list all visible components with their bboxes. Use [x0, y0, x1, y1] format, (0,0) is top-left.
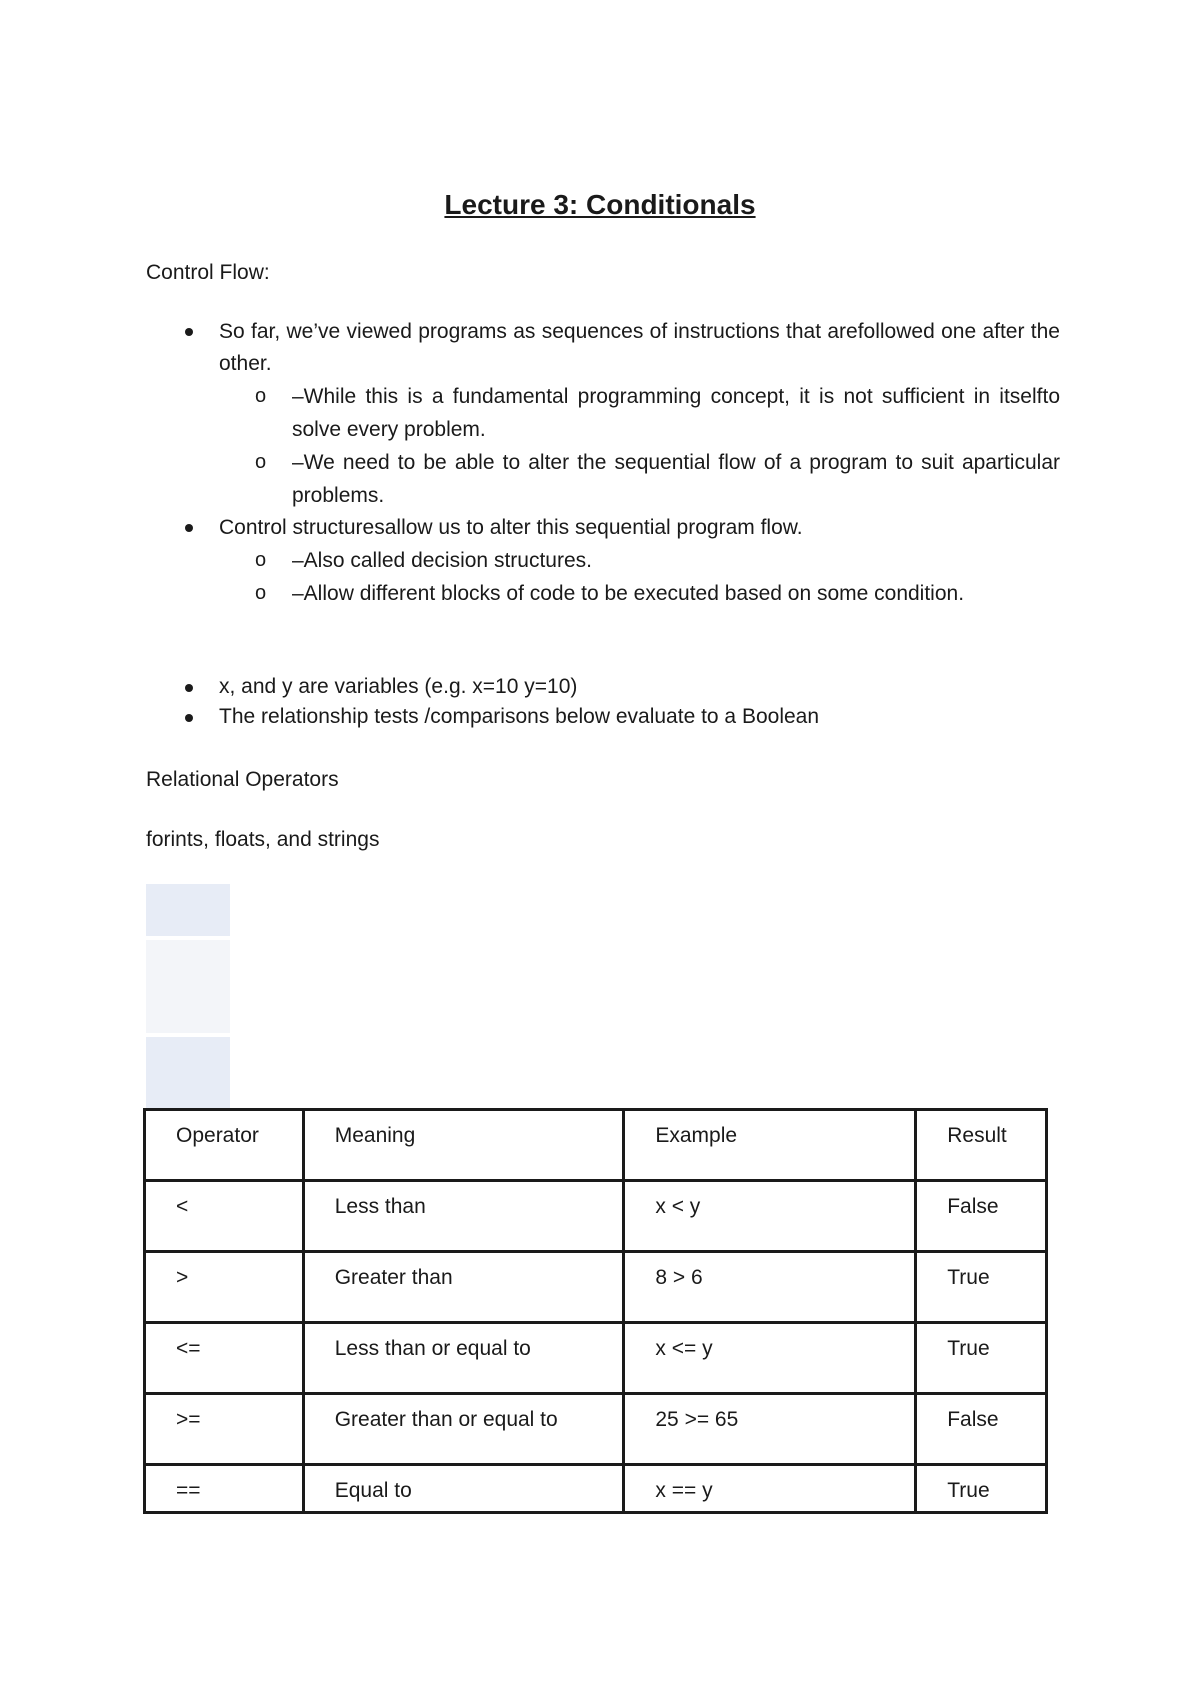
table-header-cell: Operator	[145, 1110, 304, 1181]
meaning-cell: Greater than	[303, 1252, 624, 1323]
sub-list-item: o –Allow different blocks of code to be executed based on some condition.	[219, 577, 1060, 610]
table-header-cell: Example	[624, 1110, 916, 1181]
table-header-cell: Result	[916, 1110, 1047, 1181]
operator-cell: <=	[145, 1323, 304, 1394]
operator-cell: >	[145, 1252, 304, 1323]
result-cell: True	[916, 1465, 1047, 1513]
sub-list	[219, 380, 1060, 512]
meaning-cell: Greater than or equal to	[303, 1394, 624, 1465]
operator-cell: <	[145, 1181, 304, 1252]
shaded-cell	[146, 940, 230, 1033]
sub-list-item: o –While this is a fundamental programming concept, it is not sufficient in itselfto solve every problem.	[219, 380, 1060, 446]
operator-cell: >=	[145, 1394, 304, 1465]
example-cell: 8 > 6	[624, 1252, 916, 1323]
result-cell: False	[916, 1394, 1047, 1465]
relational-operators-heading: Relational Operators	[146, 768, 339, 791]
table-row	[145, 1252, 1047, 1323]
page-title: Lecture 3: Conditionals	[444, 189, 756, 220]
shaded-cell	[146, 884, 230, 936]
list-item: The relationship tests /comparisons below evaluate to a Boolean	[146, 702, 1060, 732]
bullet-text: Control structuresallow us to alter this sequential program flow.	[219, 516, 803, 539]
types-line: forints, floats, and strings	[146, 828, 380, 851]
table-row	[145, 1181, 1047, 1252]
shaded-cell	[146, 1037, 230, 1108]
relational-operators-table	[143, 1108, 1048, 1514]
meaning-cell: Less than or equal to	[303, 1323, 624, 1394]
example-cell: x == y	[624, 1465, 916, 1513]
bullet-text: So far, we’ve viewed programs as sequences of instructions that arefollowed one after the other.	[219, 320, 1060, 375]
table-row	[145, 1323, 1047, 1394]
table-header-row	[145, 1110, 1047, 1181]
table-header-cell: Meaning	[303, 1110, 624, 1181]
control-flow-heading: Control Flow:	[146, 261, 270, 284]
control-flow-list	[146, 316, 1060, 610]
table-row	[145, 1465, 1047, 1513]
meaning-cell: Equal to	[303, 1465, 624, 1513]
sub-list-item: o –Also called decision structures.	[219, 544, 1060, 577]
list-item: x, and y are variables (e.g. x=10 y=10)	[146, 672, 1060, 702]
table-row	[145, 1394, 1047, 1465]
example-cell: x <= y	[624, 1323, 916, 1394]
sub-list-item: o –We need to be able to alter the sequential flow of a program to suit aparticular problems.	[219, 446, 1060, 512]
result-cell: True	[916, 1252, 1047, 1323]
result-cell: False	[916, 1181, 1047, 1252]
example-cell: x < y	[624, 1181, 916, 1252]
result-cell: True	[916, 1323, 1047, 1394]
sub-list	[219, 544, 1060, 610]
variables-list	[146, 672, 1060, 732]
meaning-cell: Less than	[303, 1181, 624, 1252]
example-cell: 25 >= 65	[624, 1394, 916, 1465]
operator-cell: ==	[145, 1465, 304, 1513]
list-item	[146, 512, 1060, 610]
list-item	[146, 316, 1060, 512]
